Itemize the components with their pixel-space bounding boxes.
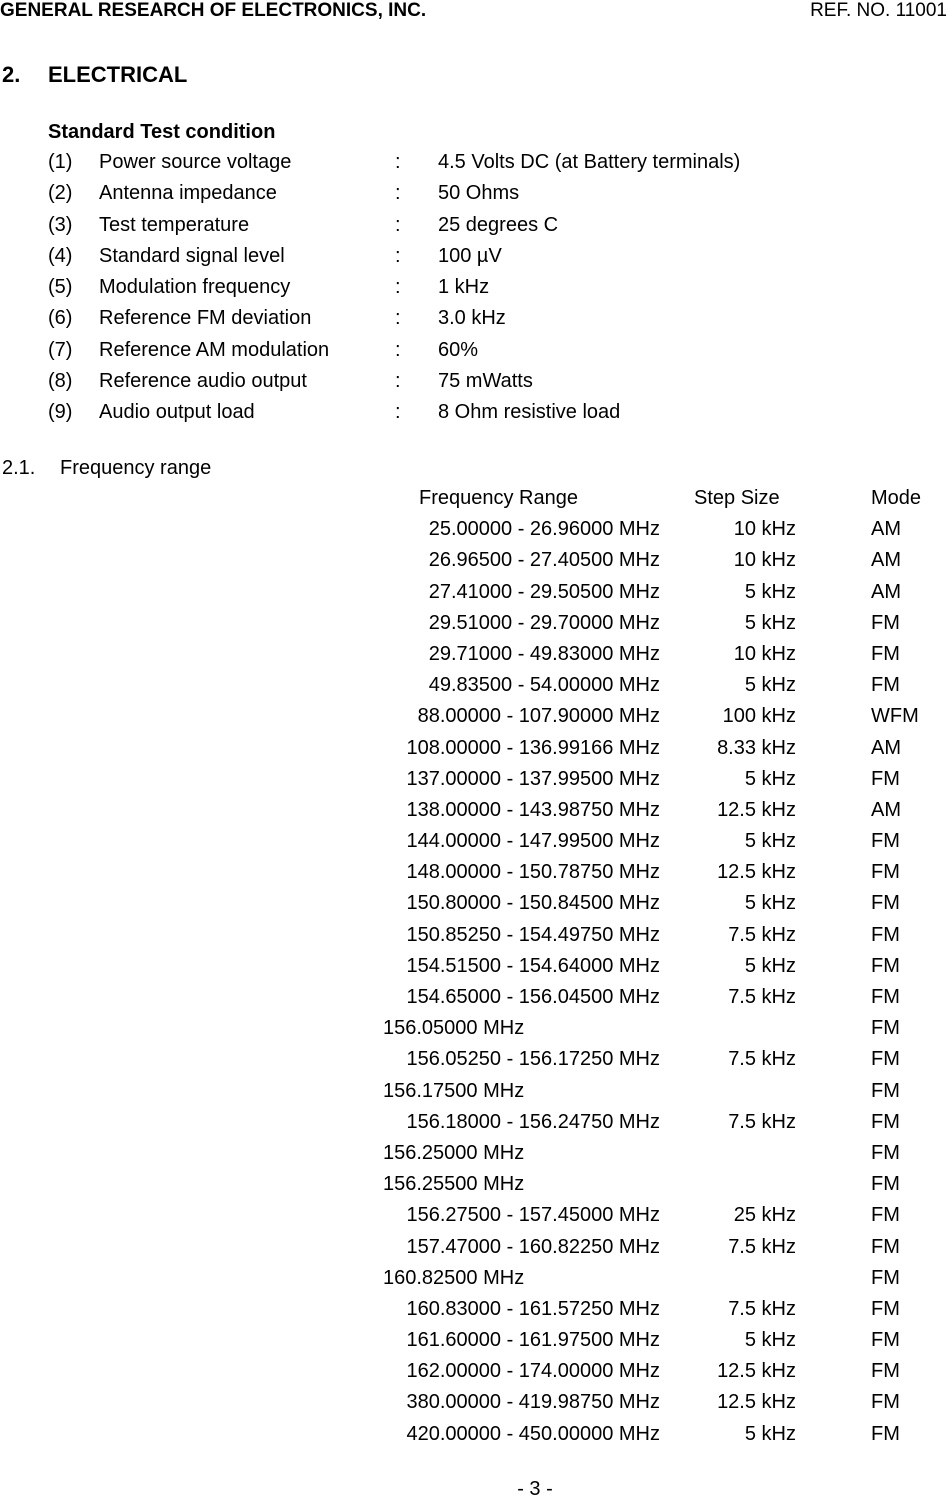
condition-label: Test temperature: [99, 213, 250, 236]
section-title: ELECTRICAL: [48, 62, 188, 87]
step-size-cell: 7.5 kHz: [728, 1048, 796, 1071]
step-size-cell: 7.5 kHz: [728, 923, 796, 946]
table-row: [370, 1236, 940, 1267]
mode-cell: FM: [871, 830, 900, 853]
condition-number: (1): [48, 151, 73, 173]
condition-row: [48, 182, 868, 213]
step-size-cell: 12.5 kHz: [717, 1391, 796, 1414]
table-row: [370, 1111, 940, 1142]
table-row: [370, 1173, 940, 1204]
frequency-range-cell: 25.00000 - 26.96000 MHz: [428, 518, 660, 541]
condition-colon: :: [395, 401, 401, 423]
condition-row: [48, 339, 868, 370]
frequency-range-cell: 420.00000 - 450.00000 MHz: [406, 1422, 660, 1445]
table-row: [370, 1329, 940, 1360]
step-size-cell: 5 kHz: [744, 954, 796, 977]
mode-cell: FM: [871, 1048, 900, 1071]
table-row: [370, 1080, 940, 1111]
mode-cell: FM: [871, 861, 900, 884]
frequency-range-cell: 26.96500 - 27.40500 MHz: [428, 549, 660, 572]
frequency-range-cell: 161.60000 - 161.97500 MHz: [406, 1329, 660, 1352]
frequency-range-cell: 160.82500 MHz: [383, 1266, 525, 1289]
subsection-number: 2.1.: [2, 457, 36, 479]
step-size-cell: 10 kHz: [733, 518, 796, 541]
condition-value: 25 degrees C: [438, 213, 559, 236]
condition-label: Reference audio output: [99, 369, 307, 392]
table-row: [370, 1017, 940, 1048]
frequency-range-cell: 27.41000 - 29.50500 MHz: [428, 580, 660, 603]
mode-cell: AM: [871, 580, 901, 603]
frequency-range-cell: 156.05000 MHz: [383, 1017, 525, 1040]
frequency-range-cell: 144.00000 - 147.99500 MHz: [406, 830, 660, 853]
table-row: [370, 1423, 940, 1454]
condition-row: [48, 370, 868, 401]
table-row: [370, 924, 940, 955]
condition-colon: :: [395, 276, 401, 298]
step-size-cell: 7.5 kHz: [728, 1110, 796, 1133]
condition-value: 100 µV: [438, 244, 502, 267]
condition-number: (2): [48, 182, 73, 205]
step-size-cell: 25 kHz: [733, 1204, 796, 1227]
mode-cell: FM: [871, 1110, 900, 1133]
step-size-cell: 7.5 kHz: [728, 986, 796, 1008]
condition-row: [48, 401, 868, 432]
frequency-range-cell: 108.00000 - 136.99166 MHz: [406, 736, 660, 759]
condition-number: (4): [48, 244, 73, 267]
step-size-cell: 5 kHz: [744, 767, 796, 790]
frequency-range-cell: 156.27500 - 157.45000 MHz: [406, 1204, 660, 1227]
step-size-cell: 12.5 kHz: [717, 861, 796, 884]
table-row: [370, 705, 940, 736]
table-row: [370, 518, 940, 549]
mode-cell: FM: [871, 1422, 900, 1445]
condition-colon: :: [395, 307, 401, 330]
frequency-range-cell: 137.00000 - 137.99500 MHz: [406, 767, 660, 790]
condition-value: 60%: [438, 338, 479, 361]
table-row: [370, 1267, 940, 1298]
frequency-range-cell: 156.05250 - 156.17250 MHz: [406, 1048, 660, 1071]
mode-cell: FM: [871, 1391, 900, 1414]
condition-row: [48, 151, 868, 182]
condition-number: (8): [48, 369, 73, 392]
frequency-range-cell: 150.80000 - 150.84500 MHz: [406, 892, 660, 915]
frequency-range-cell: 29.51000 - 29.70000 MHz: [428, 611, 660, 634]
frequency-range-cell: 156.17500 MHz: [383, 1079, 525, 1102]
table-row: [370, 737, 940, 768]
condition-label: Reference AM modulation: [99, 338, 330, 361]
frequency-range-cell: 138.00000 - 143.98750 MHz: [406, 798, 660, 821]
standard-test-heading: Standard Test condition: [48, 121, 276, 143]
table-row: [370, 1391, 940, 1422]
condition-number: (9): [48, 401, 73, 423]
mode-cell: FM: [871, 1141, 900, 1164]
mode-cell: FM: [871, 1204, 900, 1227]
mode-cell: FM: [871, 986, 900, 1008]
condition-row: [48, 245, 868, 276]
frequency-range-cell: 156.25500 MHz: [383, 1173, 525, 1196]
condition-colon: :: [395, 369, 401, 392]
condition-colon: :: [395, 244, 401, 267]
mode-cell: FM: [871, 611, 900, 634]
condition-value: 8 Ohm resistive load: [438, 401, 621, 423]
table-header-row: [370, 487, 940, 518]
column-header-step: Step Size: [694, 487, 780, 509]
table-row: [370, 643, 940, 674]
condition-label: Standard signal level: [99, 244, 285, 267]
table-row: [370, 768, 940, 799]
mode-cell: WFM: [871, 705, 919, 728]
table-row: [370, 861, 940, 892]
table-row: [370, 549, 940, 580]
step-size-cell: 5 kHz: [744, 611, 796, 634]
mode-cell: FM: [871, 1360, 900, 1383]
mode-cell: FM: [871, 642, 900, 665]
condition-value: 50 Ohms: [438, 182, 520, 205]
condition-row: [48, 214, 868, 245]
mode-cell: FM: [871, 954, 900, 977]
mode-cell: FM: [871, 1079, 900, 1102]
table-row: [370, 799, 940, 830]
frequency-range-cell: 154.65000 - 156.04500 MHz: [406, 986, 660, 1008]
column-header-range: Frequency Range: [419, 487, 578, 509]
step-size-cell: 5 kHz: [744, 674, 796, 697]
table-row: [370, 581, 940, 612]
frequency-range-cell: 148.00000 - 150.78750 MHz: [406, 861, 660, 884]
mode-cell: AM: [871, 798, 901, 821]
step-size-cell: 5 kHz: [744, 1329, 796, 1352]
mode-cell: AM: [871, 736, 901, 759]
table-row: [370, 612, 940, 643]
table-row: [370, 1204, 940, 1235]
condition-value: 1 kHz: [438, 276, 490, 298]
condition-value: 3.0 kHz: [438, 307, 506, 330]
frequency-range-cell: 88.00000 - 107.90000 MHz: [417, 705, 660, 728]
step-size-cell: 5 kHz: [744, 1422, 796, 1445]
condition-label: Modulation frequency: [99, 276, 291, 298]
table-row: [370, 1360, 940, 1391]
mode-cell: FM: [871, 1017, 900, 1040]
step-size-cell: 10 kHz: [733, 642, 796, 665]
step-size-cell: 5 kHz: [744, 892, 796, 915]
step-size-cell: 12.5 kHz: [717, 798, 796, 821]
table-body: [370, 518, 940, 1454]
mode-cell: FM: [871, 923, 900, 946]
condition-number: (6): [48, 307, 73, 330]
reference-number: REF. NO. 11001: [810, 0, 947, 21]
table-row: [370, 986, 940, 1017]
step-size-cell: 12.5 kHz: [717, 1360, 796, 1383]
table-row: [370, 830, 940, 861]
frequency-range-cell: 162.00000 - 174.00000 MHz: [406, 1360, 660, 1383]
table-row: [370, 955, 940, 986]
page-number: - 3 -: [517, 1478, 553, 1500]
table-row: [370, 1142, 940, 1173]
step-size-cell: 7.5 kHz: [728, 1235, 796, 1258]
step-size-cell: 5 kHz: [744, 580, 796, 603]
frequency-range-cell: 157.47000 - 160.82250 MHz: [406, 1235, 660, 1258]
condition-number: (3): [48, 213, 73, 236]
condition-colon: :: [395, 213, 401, 236]
frequency-range-cell: 156.18000 - 156.24750 MHz: [406, 1110, 660, 1133]
mode-cell: FM: [871, 767, 900, 790]
condition-colon: :: [395, 338, 401, 361]
mode-cell: FM: [871, 1266, 900, 1289]
frequency-table: [370, 487, 940, 1454]
condition-label: Reference FM deviation: [99, 307, 312, 330]
frequency-range-cell: 160.83000 - 161.57250 MHz: [406, 1297, 660, 1320]
mode-cell: FM: [871, 892, 900, 915]
frequency-range-cell: 156.25000 MHz: [383, 1141, 525, 1164]
condition-value: 4.5 Volts DC (at Battery terminals): [438, 151, 741, 173]
condition-label: Antenna impedance: [99, 182, 277, 205]
mode-cell: AM: [871, 518, 901, 541]
mode-cell: FM: [871, 1235, 900, 1258]
condition-colon: :: [395, 182, 401, 205]
table-row: [370, 1048, 940, 1079]
table-row: [370, 674, 940, 705]
frequency-range-cell: 29.71000 - 49.83000 MHz: [428, 642, 660, 665]
condition-row: [48, 307, 868, 338]
frequency-range-cell: 380.00000 - 419.98750 MHz: [406, 1391, 660, 1414]
condition-number: (5): [48, 276, 73, 298]
condition-colon: :: [395, 151, 401, 173]
frequency-range-cell: 49.83500 - 54.00000 MHz: [428, 674, 660, 697]
step-size-cell: 7.5 kHz: [728, 1297, 796, 1320]
condition-number: (7): [48, 338, 73, 361]
table-row: [370, 892, 940, 923]
mode-cell: AM: [871, 549, 901, 572]
mode-cell: FM: [871, 1173, 900, 1196]
standard-conditions-list: [48, 151, 868, 432]
step-size-cell: 5 kHz: [744, 830, 796, 853]
frequency-range-cell: 150.85250 - 154.49750 MHz: [406, 923, 660, 946]
condition-label: Audio output load: [99, 401, 255, 423]
condition-value: 75 mWatts: [438, 369, 533, 392]
section-number: 2.: [2, 62, 21, 87]
mode-cell: FM: [871, 1329, 900, 1352]
mode-cell: FM: [871, 1297, 900, 1320]
condition-row: [48, 276, 868, 307]
table-row: [370, 1298, 940, 1329]
step-size-cell: 100 kHz: [722, 705, 796, 728]
subsection-title: Frequency range: [60, 457, 212, 479]
company-name: GENERAL RESEARCH OF ELECTRONICS, INC.: [0, 0, 427, 21]
subsection-heading: [2, 457, 211, 479]
mode-cell: FM: [871, 674, 900, 697]
step-size-cell: 10 kHz: [733, 549, 796, 572]
column-header-mode: Mode: [871, 487, 922, 509]
step-size-cell: 8.33 kHz: [717, 736, 796, 759]
condition-label: Power source voltage: [99, 151, 292, 173]
frequency-range-cell: 154.51500 - 154.64000 MHz: [406, 954, 660, 977]
section-heading: [2, 62, 187, 88]
